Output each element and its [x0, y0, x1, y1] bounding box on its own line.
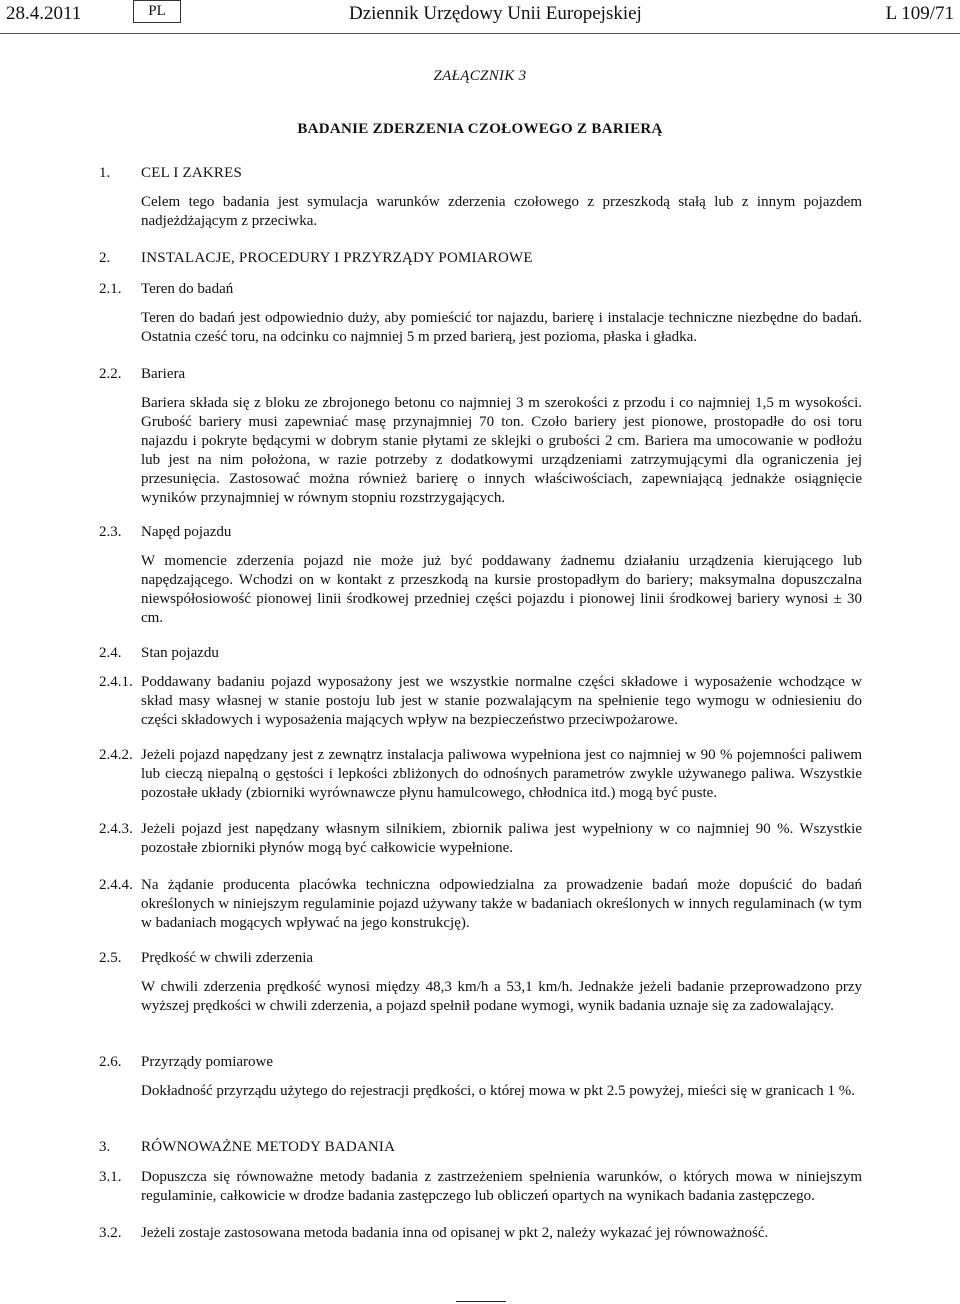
section-heading: Prędkość w chwili zderzenia: [141, 950, 314, 966]
section-number: 2.6.: [99, 1054, 122, 1070]
section-number: 3.2.: [99, 1225, 122, 1241]
page-number: L 109/71: [885, 3, 954, 24]
section-text: Jeżeli pojazd jest napędzany własnym silnikiem, zbiornik paliwa jest wypełniony w co najmniej 90 %. Wszystkie pozostałe zbiorniki płynów mogą być całkowicie wypełnione.: [141, 821, 862, 856]
section-text: Teren do badań jest odpowiednio duży, aby pomieścić tor najazdu, barierę i instalacje techniczne niezbędne do badań. Ostatnia cześć toru, na odcinku co najmniej 5 m przed barierą, jest pozioma, płaska i gładka.: [141, 310, 862, 345]
section-number: 2.5.: [99, 950, 122, 966]
section-number: 2.1.: [99, 281, 122, 297]
section-text: Jeżeli zostaje zastosowana metoda badania inna od opisanej w pkt 2, należy wykazać jej równoważność.: [141, 1225, 769, 1241]
section-heading: CEL I ZAKRES: [141, 165, 243, 181]
journal-title: Dziennik Urzędowy Unii Europejskiej: [349, 3, 642, 24]
section-text: Dokładność przyrządu użytego do rejestracji prędkości, o której mowa w pkt 2.5 powyżej, mieści się w granicach 1 %.: [141, 1083, 855, 1099]
section-number: 3.1.: [99, 1169, 122, 1185]
section-number: 1.: [99, 165, 111, 181]
section-number: 2.4.3.: [99, 821, 133, 837]
annex-label: ZAŁĄCZNIK 3: [433, 68, 527, 84]
section-number: 2.4.4.: [99, 877, 133, 893]
header-rule: [0, 33, 960, 34]
section-text: Na żądanie producenta placówka techniczna odpowiedzialna za prowadzenie badań może dopuścić do badań określonych w niniejszym regulaminie pojazd używany także w badaniach określonych w innych regulaminach (w tym w badaniach mogących wpływać na jego konstrukcję).: [141, 877, 862, 931]
section-heading: INSTALACJE, PROCEDURY I PRZYRZĄDY POMIAROWE: [141, 250, 533, 266]
section-number: 2.4.1.: [99, 674, 133, 690]
section-heading: Przyrządy pomiarowe: [141, 1054, 274, 1070]
section-number: 2.4.: [99, 645, 122, 661]
section-heading: Teren do badań: [141, 281, 234, 297]
section-heading: RÓWNOWAŻNE METODY BADANIA: [141, 1139, 396, 1155]
footer-rule: [456, 1301, 506, 1302]
publication-date: 28.4.2011: [6, 3, 82, 24]
section-text: Poddawany badaniu pojazd wyposażony jest we wszystkie normalne części składowe i wyposażenie wchodzące w skład masy własnej w stanie postoju lub jest w stanie pozwalającym na spełnienie tego wymogu w odniesieniu do części składowych i wyposażenia mających wpływ na bezpieczeństwo przeciwpożarowe.: [141, 674, 862, 728]
section-text: Celem tego badania jest symulacja warunków zderzenia czołowego z przeszkodą stałą lub z innym pojazdem nadjeżdżającym z przeciwka.: [141, 194, 862, 229]
section-heading: Napęd pojazdu: [141, 524, 232, 540]
page-header: [0, 0, 960, 30]
section-text: W momencie zderzenia pojazd nie może już być poddawany żadnemu działaniu urządzenia kierującego lub napędzającego. Wchodzi on w kontakt z przeszkodą na kursie prostopadłym do bariery; maksymalna dopuszczalna niewspółosiowość pionowej linii środkowej przedniej części pojazdu i pionowej linii środkowej bariery wynosi ± 30 cm.: [141, 553, 862, 626]
section-text: Bariera składa się z bloku ze zbrojonego betonu co najmniej 3 m szerokości z przodu i co najmniej 1,5 m wysokości. Grubość bariery musi zapewniać masę przynajmniej 70 ton. Czoło bariery jest pionowe, prostopadłe do osi toru najazdu i pokryte będącymi w dobrym stanie płytami ze sklejki o grubości 2 cm. Bariera ma umocowanie w podłożu lub jest na nim położona, w razie potrzeby z dodatkowymi urządzeniami zatrzymującymi dla ograniczenia jej przesunięcia. Zastosować można również barierę o innych właściwościach, zapewniającą jednakże osiągnięcie wyników przynajmniej w równym stopniu rozstrzygających.: [141, 395, 862, 506]
section-number: 2.2.: [99, 366, 122, 382]
section-text: Dopuszcza się równoważne metody badania z zastrzeżeniem spełnienia warunków, o których mowa w niniejszym regulaminie, całkowicie w drodze badania zastępczego lub obliczeń opartych na wynikach badania zastępczego.: [141, 1169, 862, 1204]
section-number: 3.: [99, 1139, 111, 1155]
section-heading: Bariera: [141, 366, 186, 382]
language-badge: PL: [133, 0, 181, 23]
section-number: 2.: [99, 250, 111, 266]
document-title: BADANIE ZDERZENIA CZOŁOWEGO Z BARIERĄ: [297, 121, 663, 137]
section-heading: Stan pojazdu: [141, 645, 219, 661]
section-number: 2.4.2.: [99, 747, 133, 763]
section-number: 2.3.: [99, 524, 122, 540]
section-text: W chwili zderzenia prędkość wynosi między 48,3 km/h a 53,1 km/h. Jednakże jeżeli badanie przeprowadzono przy wyższej prędkości w chwili zderzenia, a pojazd spełnił podane wymogi, wynik badania uznaje się za zadowalający.: [141, 979, 862, 1014]
section-text: Jeżeli pojazd napędzany jest z zewnątrz instalacja paliwowa wypełniona jest co najmniej w 90 % pojemności paliwem lub cieczą niepalną o gęstości i lepkości zbliżonych do odnośnych parametrów zwykle używanego paliwa. Wszystkie pozostałe układy (zbiorniki wyrównawcze płynu hamulcowego, chłodnica itd.) mogą być puste.: [141, 747, 862, 801]
